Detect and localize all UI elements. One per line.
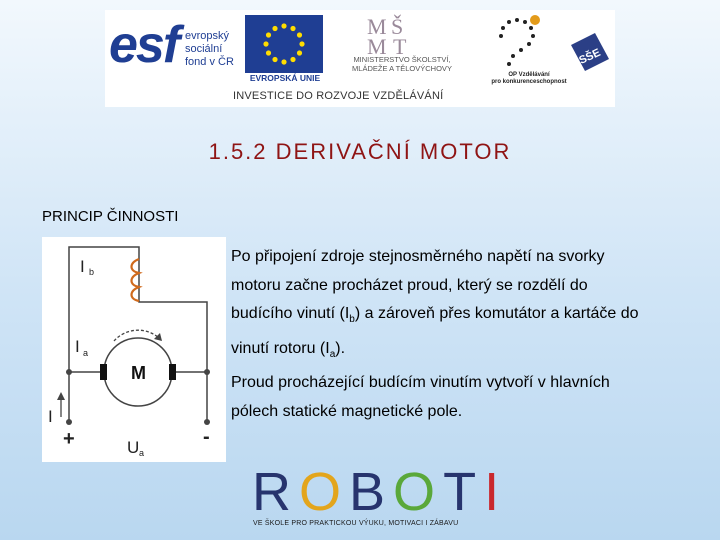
esf-line-1: evropský	[185, 30, 230, 42]
body-text	[231, 243, 651, 426]
roboti-o1: O	[299, 462, 350, 522]
plus-terminal: +	[63, 428, 75, 450]
op-line-1: OP Vzdělávání	[508, 72, 550, 78]
current-arrow-icon	[57, 392, 65, 400]
esf-line-2: sociální	[185, 43, 223, 55]
esf-logo: esf	[109, 16, 179, 74]
sse-mark: SŠE	[577, 46, 603, 67]
footer-slogan: VE ŠKOLE PRO PRAKTICKOU VÝUKU, MOTIVACI I ZÁBAVU	[253, 520, 459, 527]
roboti-o2: O	[393, 462, 444, 522]
motor-label: M	[131, 363, 146, 383]
svg-text:Š: Š	[391, 14, 404, 39]
label-i: I	[48, 407, 53, 426]
roboti-t: T	[443, 462, 485, 522]
msmt-line-1: MINISTERSTVO ŠKOLSTVÍ,	[353, 55, 451, 64]
logo-banner	[105, 10, 615, 107]
field-coil-icon	[132, 259, 140, 301]
svg-text:T: T	[393, 34, 407, 59]
minus-terminal: -	[203, 426, 210, 448]
page-title: 1.5.2 DERIVAČNÍ MOTOR	[208, 139, 512, 164]
investice-text: INVESTICE DO ROZVOJE VZDĚLÁVÁNÍ	[233, 90, 444, 102]
label-ib: I	[80, 257, 85, 276]
esf-text	[185, 30, 234, 69]
label-ib-sub: b	[89, 267, 95, 277]
roboti-i: I	[484, 462, 508, 522]
label-ia: I	[75, 337, 80, 356]
paragraph-2: Proud procházející budícím vinutím vytvoří v hlavních pólech statické magnetické pole.	[231, 374, 610, 420]
roboti-b: B	[349, 462, 394, 522]
roboti-r: R	[252, 462, 299, 522]
op-line-2: pro konkurenceschopnost	[491, 79, 567, 85]
op-logo-icon	[495, 12, 565, 72]
roboti-letters	[252, 462, 507, 522]
label-u-sub: a	[139, 448, 145, 458]
eu-flag-icon	[245, 15, 323, 73]
msmt-line-2: MLÁDEŽE A TĚLOVÝCHOVY	[352, 64, 452, 73]
motor-circuit-diagram	[42, 237, 226, 462]
esf-line-3: fond v ČR	[185, 56, 234, 68]
brush-left	[100, 364, 107, 380]
svg-text:M: M	[367, 34, 387, 59]
svg-text:M: M	[367, 14, 387, 39]
sse-logo-icon	[565, 15, 613, 77]
msmt-text	[327, 55, 477, 73]
eu-label: EVROPSKÁ UNIE	[249, 73, 321, 83]
label-ia-sub: a	[83, 348, 89, 358]
paragraph-1: Po připojení zdroje stejnosměrného napětí na svorky motoru začne procházet proud, který se rozdělí do budícího vinutí $(I_b)$ a zároveň přes komutátor a kartáče do vinutí rotoru $(I_a)$.	[231, 248, 639, 360]
roboti-logo	[252, 462, 508, 522]
section-heading: PRINCIP ČINNOSTI	[42, 208, 179, 225]
brush-right	[169, 364, 176, 380]
label-u: U	[127, 438, 140, 457]
